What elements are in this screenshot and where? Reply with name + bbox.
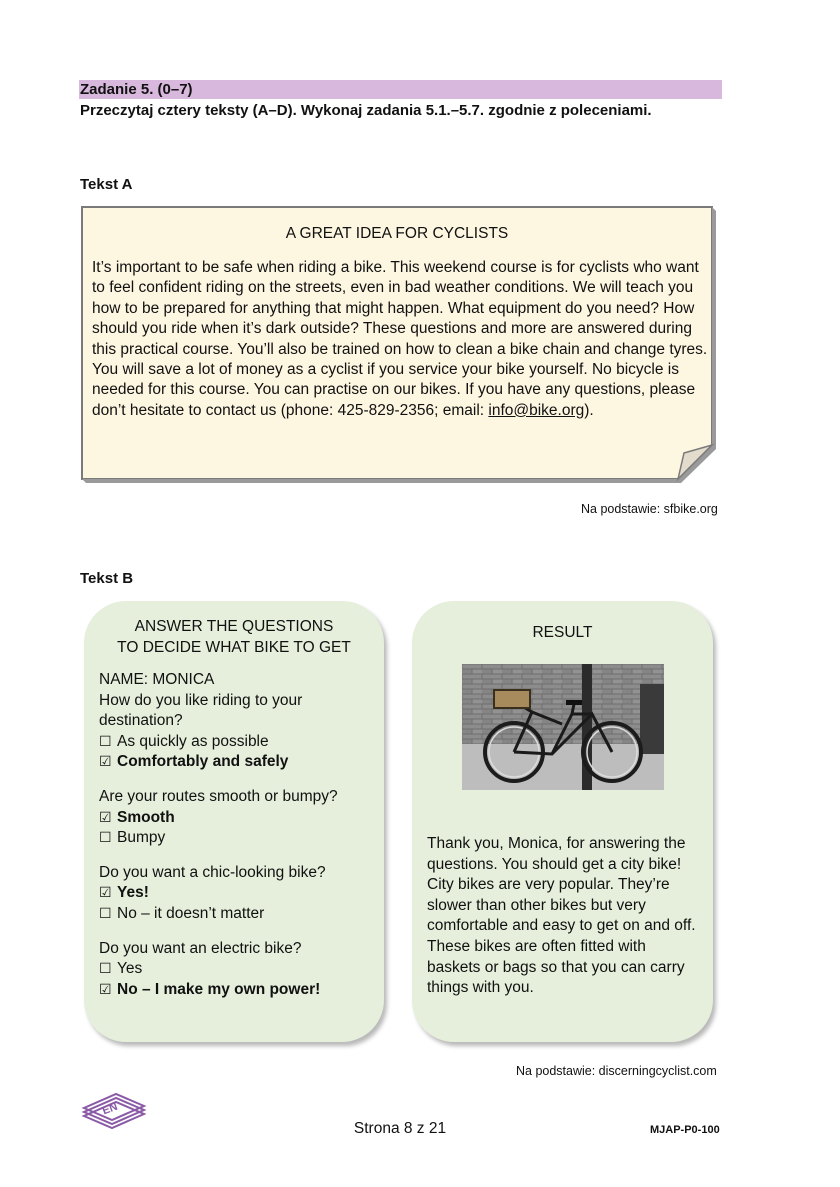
option-text: Bumpy (117, 829, 166, 847)
option-4b (99, 980, 379, 1001)
option-3a (99, 883, 379, 904)
option-2a (99, 808, 379, 829)
result-card (412, 601, 713, 1042)
option-text: No – it doesn’t matter (117, 904, 265, 922)
text-a-body (92, 258, 708, 421)
option-text: Yes (117, 960, 143, 978)
checkbox-empty-icon: ☐ (99, 905, 112, 922)
logo-text: EN (100, 1100, 120, 1118)
option-3b (99, 904, 379, 925)
text-b-source: Na podstawie: discerningcyclist.com (516, 1064, 717, 1078)
questions-card (84, 601, 384, 1042)
text-a-title: A GREAT IDEA FOR CYCLISTS (285, 225, 509, 242)
option-1a (99, 732, 379, 753)
option-4a (99, 959, 379, 980)
checkbox-empty-icon: ☐ (99, 961, 112, 978)
text-a-body-end: ). (584, 401, 594, 419)
option-text: As quickly as possible (117, 732, 269, 750)
page-number: Strona 8 z 21 (353, 1120, 447, 1137)
result-title: RESULT (532, 624, 593, 641)
questions-header-line-1: ANSWER THE QUESTIONS (134, 618, 334, 635)
exam-code: MJAP-P0-100 (650, 1124, 720, 1136)
text-a-body-text: It’s important to be safe when riding a bike. This weekend course is for cyclists who want to feel confident riding on the streets, even in bad weather conditions. We will teach you how to be prepared for anything that might happen. What equipment do you need? How should you ride when it’s dark outside? These questions and more are answered during this practical course. You’ll also be trained on how to clean a bike chain and change tyres. You will save a lot of money as a cyclist if you service your bike yourself. No bicycle is needed for this course. You can practise on our bikes. If you have any questions, please don’t hesitate to contact us (phone: 425-829-2356; email: (92, 259, 708, 419)
checkbox-empty-icon: ☐ (99, 830, 112, 847)
questions-header (84, 616, 384, 658)
option-1b (99, 752, 379, 773)
checkbox-checked-icon: ☑ (99, 885, 112, 902)
task-title: Zadanie 5. (0–7) (80, 81, 193, 98)
text-a-label: Tekst A (80, 176, 133, 193)
respondent-name: NAME: MONICA (99, 671, 215, 688)
option-text: Smooth (117, 808, 175, 826)
checkbox-checked-icon: ☑ (99, 754, 112, 771)
option-2b (99, 828, 379, 849)
questions-header-line-2: TO DECIDE WHAT BIKE TO GET (117, 639, 351, 656)
option-text: Yes! (117, 884, 149, 902)
questions-list (99, 670, 379, 1014)
checkbox-checked-icon: ☑ (99, 809, 112, 826)
text-b-label: Tekst B (80, 570, 134, 587)
option-text: Comfortably and safely (117, 753, 289, 771)
question-4: Do you want an electric bike? (99, 939, 302, 957)
question-1: How do you like riding to your destination? (99, 691, 303, 730)
question-3: Do you want a chic-looking bike? (99, 863, 326, 881)
checkbox-checked-icon: ☑ (99, 981, 112, 998)
text-a-note (80, 205, 714, 480)
checkbox-empty-icon: ☐ (99, 733, 112, 750)
city-bike-photo (462, 664, 664, 790)
option-text: No – I make my own power! (117, 980, 321, 998)
task-instruction: Przeczytaj cztery teksty (A–D). Wykonaj zadania 5.1.–5.7. zgodnie z poleceniami. (80, 102, 652, 119)
question-2: Are your routes smooth or bumpy? (99, 787, 338, 805)
email-link[interactable]: info@bike.org (488, 401, 585, 419)
text-a-source: Na podstawie: sfbike.org (581, 502, 718, 516)
result-text: Thank you, Monica, for answering the questions. You should get a city bike! City bikes are very popular. They’re slower than other bikes but very comfortable and easy to get on and off. These bikes are often fitted with baskets or bags so that you can carry things with you. (427, 835, 696, 997)
